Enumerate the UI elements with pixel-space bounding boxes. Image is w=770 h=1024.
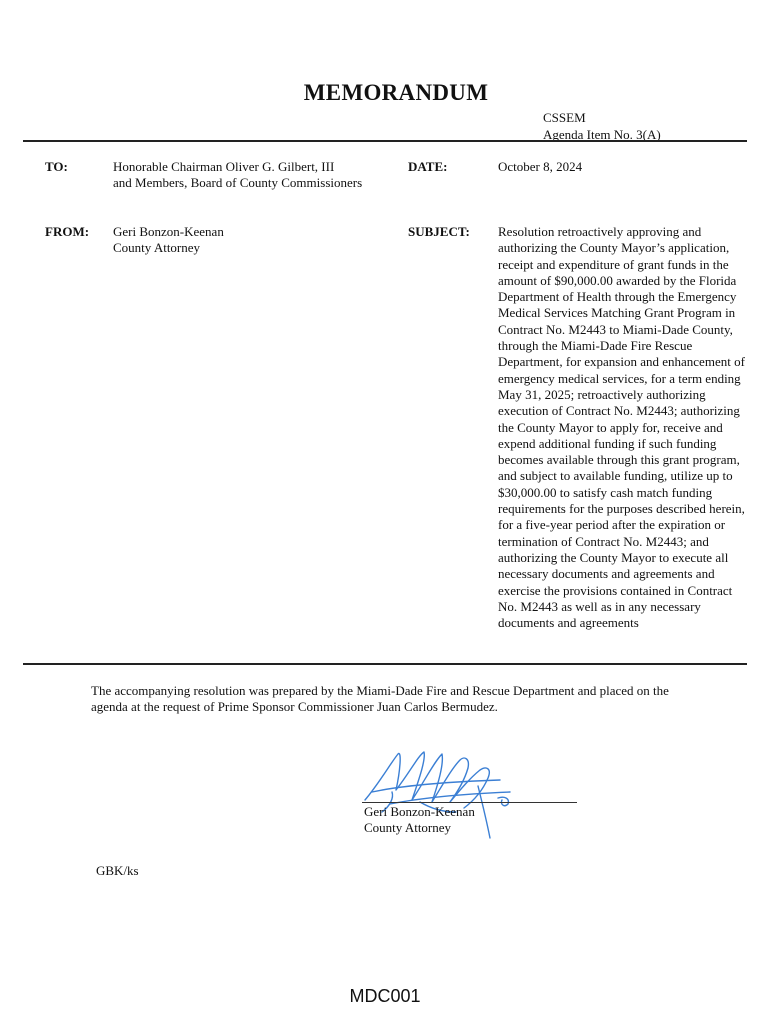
from-label: FROM: bbox=[45, 224, 90, 239]
signer-block bbox=[364, 804, 475, 836]
body-paragraph: The accompanying resolution was prepared by the Miami-Dade Fire and Rescue Department and placed on the agenda at the request of Prime Sponsor Commissioner Juan Carlos Bermudez. bbox=[91, 683, 669, 714]
from-line-2: County Attorney bbox=[113, 240, 201, 255]
header-divider bbox=[23, 140, 747, 142]
subject-label: SUBJECT: bbox=[408, 224, 470, 239]
signer-title: County Attorney bbox=[364, 820, 452, 835]
to-recipient bbox=[113, 159, 362, 191]
to-line-1: Honorable Chairman Oliver G. Gilbert, III bbox=[113, 159, 335, 174]
to-line-2: and Members, Board of County Commissioners bbox=[113, 175, 363, 190]
from-sender bbox=[113, 224, 224, 256]
to-label: TO: bbox=[45, 159, 68, 174]
from-line-1: Geri Bonzon-Keenan bbox=[113, 224, 224, 239]
subject-divider bbox=[23, 663, 747, 665]
document-code: MDC001 bbox=[349, 986, 421, 1006]
memo-title: MEMORANDUM bbox=[303, 80, 489, 105]
date-value: October 8, 2024 bbox=[498, 159, 583, 174]
signer-name: Geri Bonzon-Keenan bbox=[364, 804, 475, 819]
agenda-item-number: Agenda Item No. 3(A) bbox=[543, 127, 661, 142]
date-label: DATE: bbox=[408, 159, 448, 174]
signature-line bbox=[362, 802, 577, 803]
subject-text: Resolution retroactively approving and authorizing the County Mayor’s application, receipt and expenditure of grant funds in the amount of $90,000.00 awarded by the Florida Department of Health through the Emergency Medical Services Matching Grant Program in Contract No. M2443 to Miami-Dade County, through the Miami-Dade Fire Rescue Department, for expansion and enhancement of emergency medical services, for a term ending May 31, 2025; retroactively authorizing execution of Contract No. M2443; authorizing the County Mayor to apply for, receive and expend additional funding if such funding becomes available through this grant program, and subject to available funding, utilize up to $30,000.00 to satisfy cash match funding requirements for the purposes described herein, for a five-year period after the expiration or termination of Contract No. M2443; and authorizing the County Mayor to execute all necessary documents and agreements and exercise the provisions contained in Contract No. M2443 as well as in any necessary documents and agreements bbox=[498, 224, 745, 631]
typist-initials: GBK/ks bbox=[96, 863, 139, 878]
committee-code: CSSEM bbox=[543, 110, 586, 125]
